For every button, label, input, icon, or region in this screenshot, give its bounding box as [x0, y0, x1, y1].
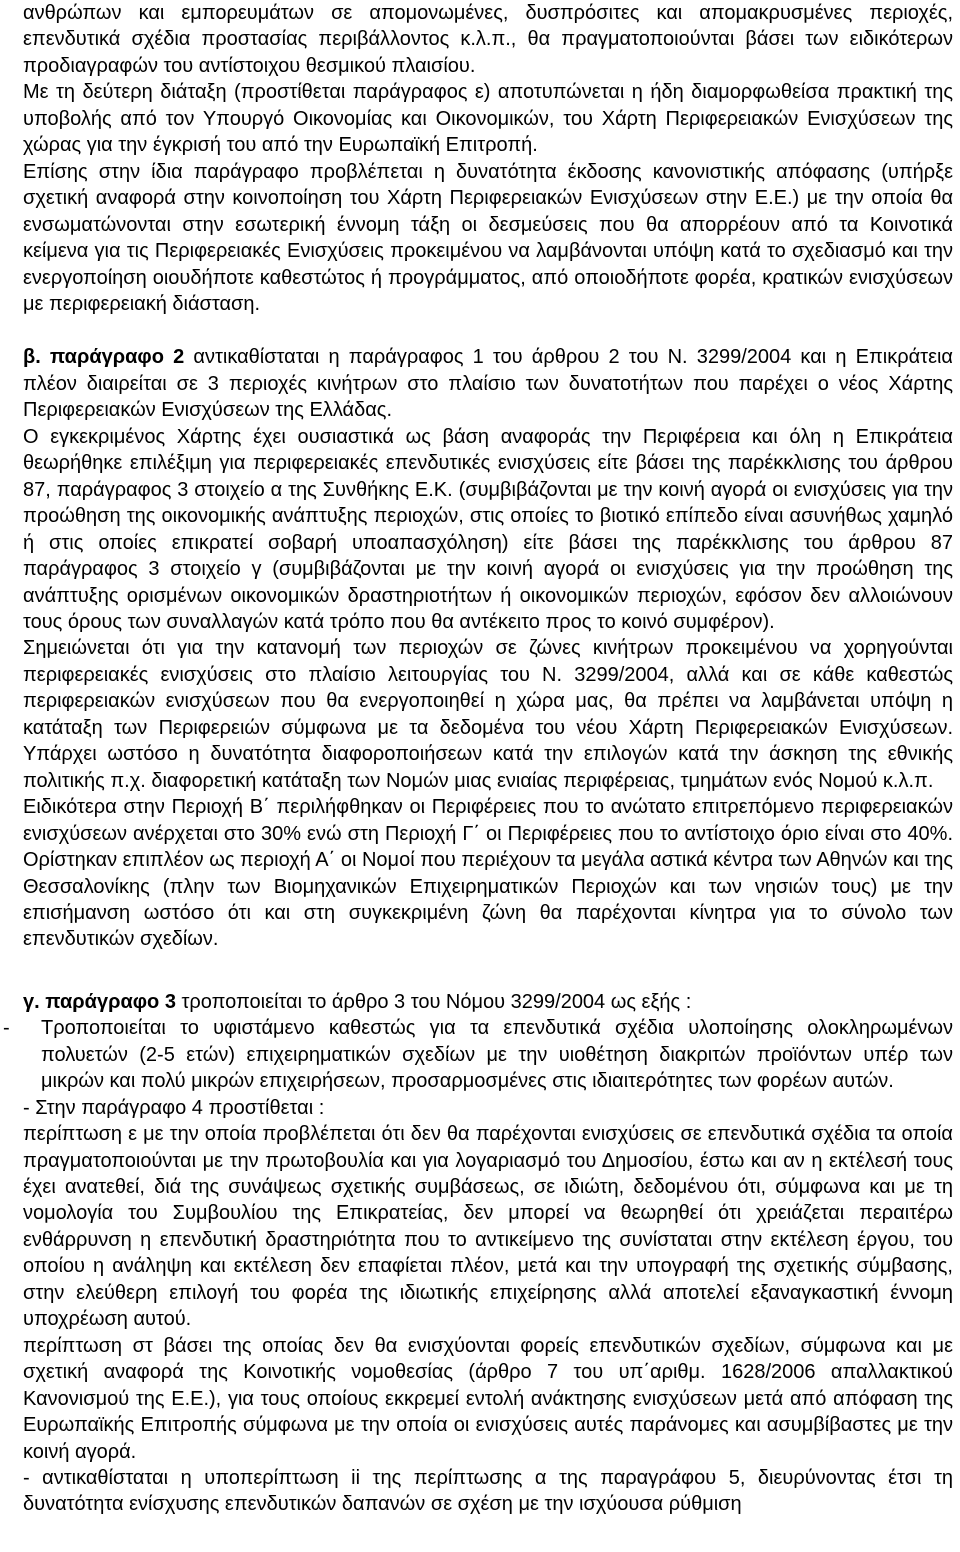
- intro-paragraph: ανθρώπων και εμπορευμάτων σε απομονωμένες, δυσπρόσιτες και απομακρυσμένες περιοχές, επενδυτικά σχέδια προστασίας περιβάλλοντος κ.λ.π., θα πραγματοποιούνται βάσει των ειδικότερων προδιαγραφών του αντίστοιχου θεσμικού πλαισίου.: [23, 2, 953, 77]
- section-c-paragraph: [23, 989, 953, 1015]
- paragraph-4-addition-heading: - Στην παράγραφο 4 προστίθεται :: [23, 1096, 325, 1119]
- dash-marker: -: [3, 1017, 10, 1040]
- case-e-paragraph: περίπτωση ε με την οποία προβλέπεται ότι δεν θα παρέχονται ενισχύσεις σε επενδυτικά σχέδια τα οποία πραγματοποιούνται με την πρωτοβουλία και για λογαριασμό του Δημοσίου, έστω και αν η εκτέλεσή τους έχει ανατεθεί, διά της συνάψεως σχετικής συμβάσεως, σε ιδιώτη, δεδομένου ότι, σύμφωνα και με τη νομολογία του Συμβουλίου της Επικρατείας, δεν μπορεί να θεωρηθεί ότι χρειάζεται περαιτέρω ενθάρρυνση η επενδυτική δραστηριότητα που το αντικείμενο της συνίσταται στην εκτέλεση έργου, του οποίου η ανάληψη και εκτέλεση δεν επαφίεται πλέον, μετά και την υπογραφή της σχετικής σύμβασης, στην ελεύθερη επιλογή του φορέα της ιδιωτικής επιχείρησης αλλά αποτελεί εξαναγκαστική έννομη υποχρέωση αυτού.: [23, 1123, 953, 1331]
- paragraph-gap-large: [23, 953, 953, 989]
- amendment-item-1-text: Τροποποιείται το υφιστάμενο καθεστώς για τα επενδυτικά σχέδια υλοποίησης ολοκληρωμένων πολυετών (2-5 ετών) επιχειρηματικών σχεδίων με την υιοθέτηση διακριτών προϊόντων υπέρ των μικρών και πολύ μικρών επιχειρήσεων, προσαρμοσμένες στις ιδιαιτερότητες των φορέων αυτών.: [41, 1017, 953, 1093]
- section-b-paragraph: [23, 344, 953, 423]
- zones-specific-paragraph: Ειδικότερα στην Περιοχή Β΄ περιλήφθηκαν οι Περιφέρειες που το ανώτατο επιτρεπόμενο περιφερειακών ενισχύσεων ανέρχεται στο 30% ενώ στη Περιοχή Γ΄ οι Περιφέρειες που το αντίστοιχο όριο είναι στο 40%. Ορίστηκαν επιπλέον ως περιοχή Α΄ οι Νομοί που περιέχουν τα μεγάλα αστικά κέντρα των Αθηνών και της Θεσσαλονίκης (πλην των Βιομηχανικών Επιχειρηματικών Περιοχών και των νησιών τους) με την επισήμανση ωστόσο ότι και στη συγκεκριμένη ζώνη θα παρέχονται κίνητρα για το σύνολο των επενδυτικών σχεδίων.: [23, 796, 953, 951]
- subcase-ii-replacement-paragraph: - αντικαθίσταται η υποπερίπτωση ii της περίπτωσης α της παραγράφου 5, διευρύνοντας έτσι τη δυνατότητα ενίσχυσης επενδυτικών δαπανών σε σχέση με την ισχύουσα ρύθμιση: [23, 1467, 953, 1516]
- zone-allocation-note: Σημειώνεται ότι για την κατανομή των περιοχών σε ζώνες κινήτρων προκειμένου να χορηγούνται περιφερειακές ενισχύσεις στο πλαίσιο λειτουργίας του Ν. 3299/2004, αλλά και σε κάθε καθεστώς περιφερειακών ενισχύσεων που θα ενεργοποιηθεί η χώρα μας, θα πρέπει να λαμβάνεται υπόψη η κατάταξη των Περιφερειών σύμφωνα με τα δεδομένα του νέου Χάρτη Περιφερειακών Ενισχύσεων. Υπάρχει ωστόσο η δυνατότητα διαφοροποιήσεων κατά την επιλογών κατά την άσκηση της εθνικής πολιτικής π.χ. διαφορετική κατάταξη των Νομών μιας ενιαίας περιφέρειας, τμημάτων ενός Νομού κ.λ.π.: [23, 637, 953, 792]
- paragraph-gap: [23, 317, 953, 344]
- section-b-label: β. παράγραφο 2: [23, 346, 185, 369]
- amendment-item-1: [3, 1015, 953, 1094]
- approved-map-paragraph: Ο εγκεκριμένος Χάρτης έχει ουσιαστικά ως βάση αναφοράς την Περιφέρεια και όλη η Επικράτεια θεωρήθηκε επιλέξιμη για περιφερειακές επενδυτικές ενισχύσεις είτε βάσει της παρέκκλισης του άρθρου 87, παράγραφος 3 στοιχείο α της Συνθήκης Ε.Κ. (συμβιβάζονται με την κοινή αγορά οι ενισχύσεις για την προώθηση της οικονομικής ανάπτυξης περιοχών, στις οποίες το βιοτικό επίπεδο είναι ασυνήθως χαμηλό ή στις οποίες επικρατεί σοβαρή υποαπασχόληση) είτε βάσει της παρέκκλισης του άρθρου 87 παράγραφος 3 στοιχείο γ (συμβιβάζονται με την κοινή αγορά οι ενισχύσεις για την προώθηση της ανάπτυξης ορισμένων οικονομικών δραστηριοτήτων ή οικονομικών περιοχών, εφόσον δεν αλλοιώνουν τους όρους των συναλλαγών κατά τρόπο που θα αντέκειτο προς το κοινό συμφέρον).: [23, 425, 953, 633]
- section-b-text: αντικαθίσταται η παράγραφος 1 του άρθρου 2 του Ν. 3299/2004 και η Επικράτεια πλέον διαιρείται σε 3 περιοχές κινήτρων στο πλαίσιο των δυνατοτήτων που παρέχει ο νέος Χάρτης Περιφερειακών Ενισχύσεων της Ελλάδας.: [23, 346, 953, 422]
- section-c-label: γ. παράγραφο 3: [23, 990, 176, 1013]
- section-c-text: τροποποιείται το άρθρο 3 του Νόμου 3299/2004 ως εξής :: [175, 990, 692, 1013]
- regulatory-decision-paragraph: Επίσης στην ίδια παράγραφο προβλέπεται η δυνατότητα έκδοσης κανονιστικής απόφασης (υπήρξε σχετική αναφορά στην κοινοποίηση του Χάρτη Περιφερειακών Ενισχύσεων στην Ε.Ε.) με την οποία θα ενσωματώνονται στην εσωτερική έννομη τάξη οι δεσμεύσεις που θα απορρέουν από τα Κοινοτικά κείμενα για τις Περιφερειακές Ενισχύσεις προκειμένου να λαμβάνονται υπόψη κατά το σχεδιασμό και την ενεργοποίηση οιουδήποτε καθεστώτος ή προγράμματος, από οποιοδήποτε φορέα, κρατικών ενισχύσεων με περιφερειακή διάσταση.: [23, 160, 953, 315]
- case-st-paragraph: περίπτωση στ βάσει της οποίας δεν θα ενισχύονται φορείς επενδυτικών σχεδίων, σύμφωνα και με σχετική αναφορά της Κοινοτικής νομοθεσίας (άρθρο 7 του υπ΄αριθμ. 1628/2006 απαλλακτικού Κανονισμού της Ε.Ε.), για τους οποίους εκκρεμεί εντολή ανάκτησης ενισχύσεων μετά από απόφαση της Ευρωπαϊκής Επιτροπής σύμφωνα με την οποία οι ενισχύσεις αυτές παράνομες και ασυμβίβαστες με την κοινή αγορά.: [23, 1334, 953, 1463]
- second-provision-paragraph: Με τη δεύτερη διάταξη (προστίθεται παράγραφος ε) αποτυπώνεται η ήδη διαμορφωθείσα πρακτική της υποβολής από τον Υπουργό Οικονομίας και Οικονομικών, του Χάρτη Περιφερειακών Ενισχύσεων της χώρας για την έγκρισή του από την Ευρωπαϊκή Επιτροπή.: [23, 81, 953, 157]
